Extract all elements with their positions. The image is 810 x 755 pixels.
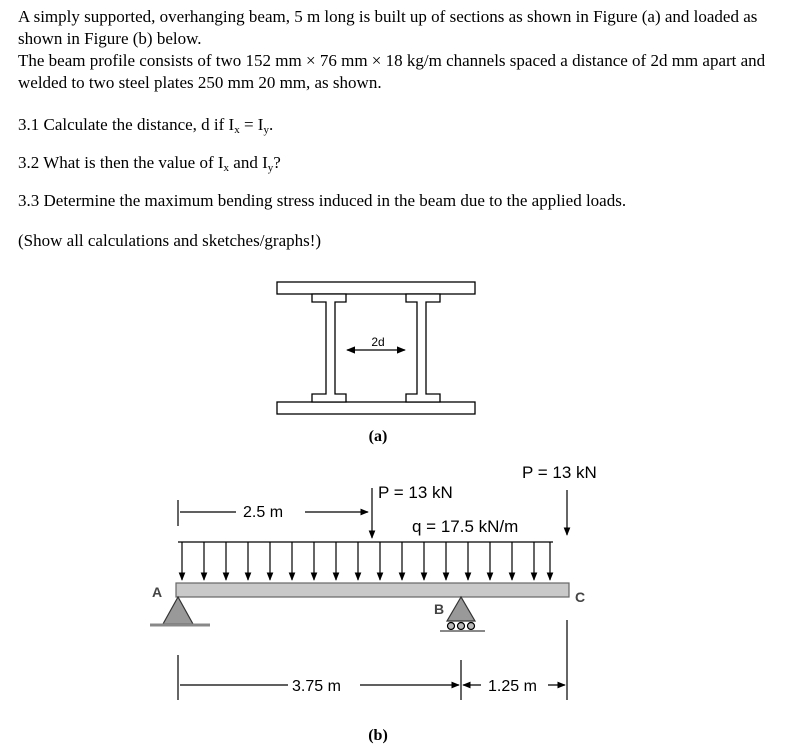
beam bbox=[176, 583, 569, 597]
question-3-1: 3.1 Calculate the distance, d if $I_x = I_y$. bbox=[18, 115, 274, 136]
dim-bc-label: 1.25 m bbox=[488, 678, 537, 695]
question-3-2: 3.2 What is then the value of $I_x$ and $I_y$? bbox=[18, 153, 281, 174]
dim-2d-label: 2d bbox=[371, 335, 385, 349]
intro-paragraph-2: The beam profile consists of two 152 mm × 76 mm × 18 kg/m channels spaced a distance of 2d mm apart and welded to two steel plates 250 mm 20 mm, as shown. bbox=[18, 51, 766, 92]
point-load-1-label: P = 13 kN bbox=[378, 483, 453, 502]
point-load-2-label: P = 13 kN bbox=[522, 463, 597, 482]
support-a-label: A bbox=[152, 584, 163, 600]
figure-a-caption: (a) bbox=[368, 428, 388, 445]
intro-paragraph-1: A simply supported, overhanging beam, 5 m long is built up of sections as shown in Figure (a) and loaded as shown in Figure (b) below. bbox=[18, 7, 758, 48]
question-3-3: 3.3 Determine the maximum bending stress induced in the beam due to the applied loads. bbox=[18, 191, 627, 210]
dim-ab-label: 3.75 m bbox=[292, 678, 341, 695]
bottom-plate bbox=[277, 402, 475, 414]
left-channel bbox=[312, 294, 346, 402]
roller-support-b bbox=[447, 597, 475, 621]
figure-b-caption: (b) bbox=[368, 727, 388, 744]
roller-wheel bbox=[458, 623, 465, 630]
instructions-note: (Show all calculations and sketches/graphs!) bbox=[18, 231, 322, 250]
top-plate bbox=[277, 282, 475, 294]
right-channel bbox=[406, 294, 440, 402]
roller-wheel bbox=[468, 623, 475, 630]
support-b-label: B bbox=[434, 601, 445, 617]
roller-wheel bbox=[448, 623, 455, 630]
dim-top-label: 2.5 m bbox=[243, 504, 284, 521]
end-c-label: C bbox=[575, 589, 586, 605]
pin-support-a bbox=[163, 597, 193, 624]
distributed-load-arrows bbox=[182, 542, 550, 580]
distributed-load-label: q = 17.5 kN/m bbox=[412, 517, 519, 536]
